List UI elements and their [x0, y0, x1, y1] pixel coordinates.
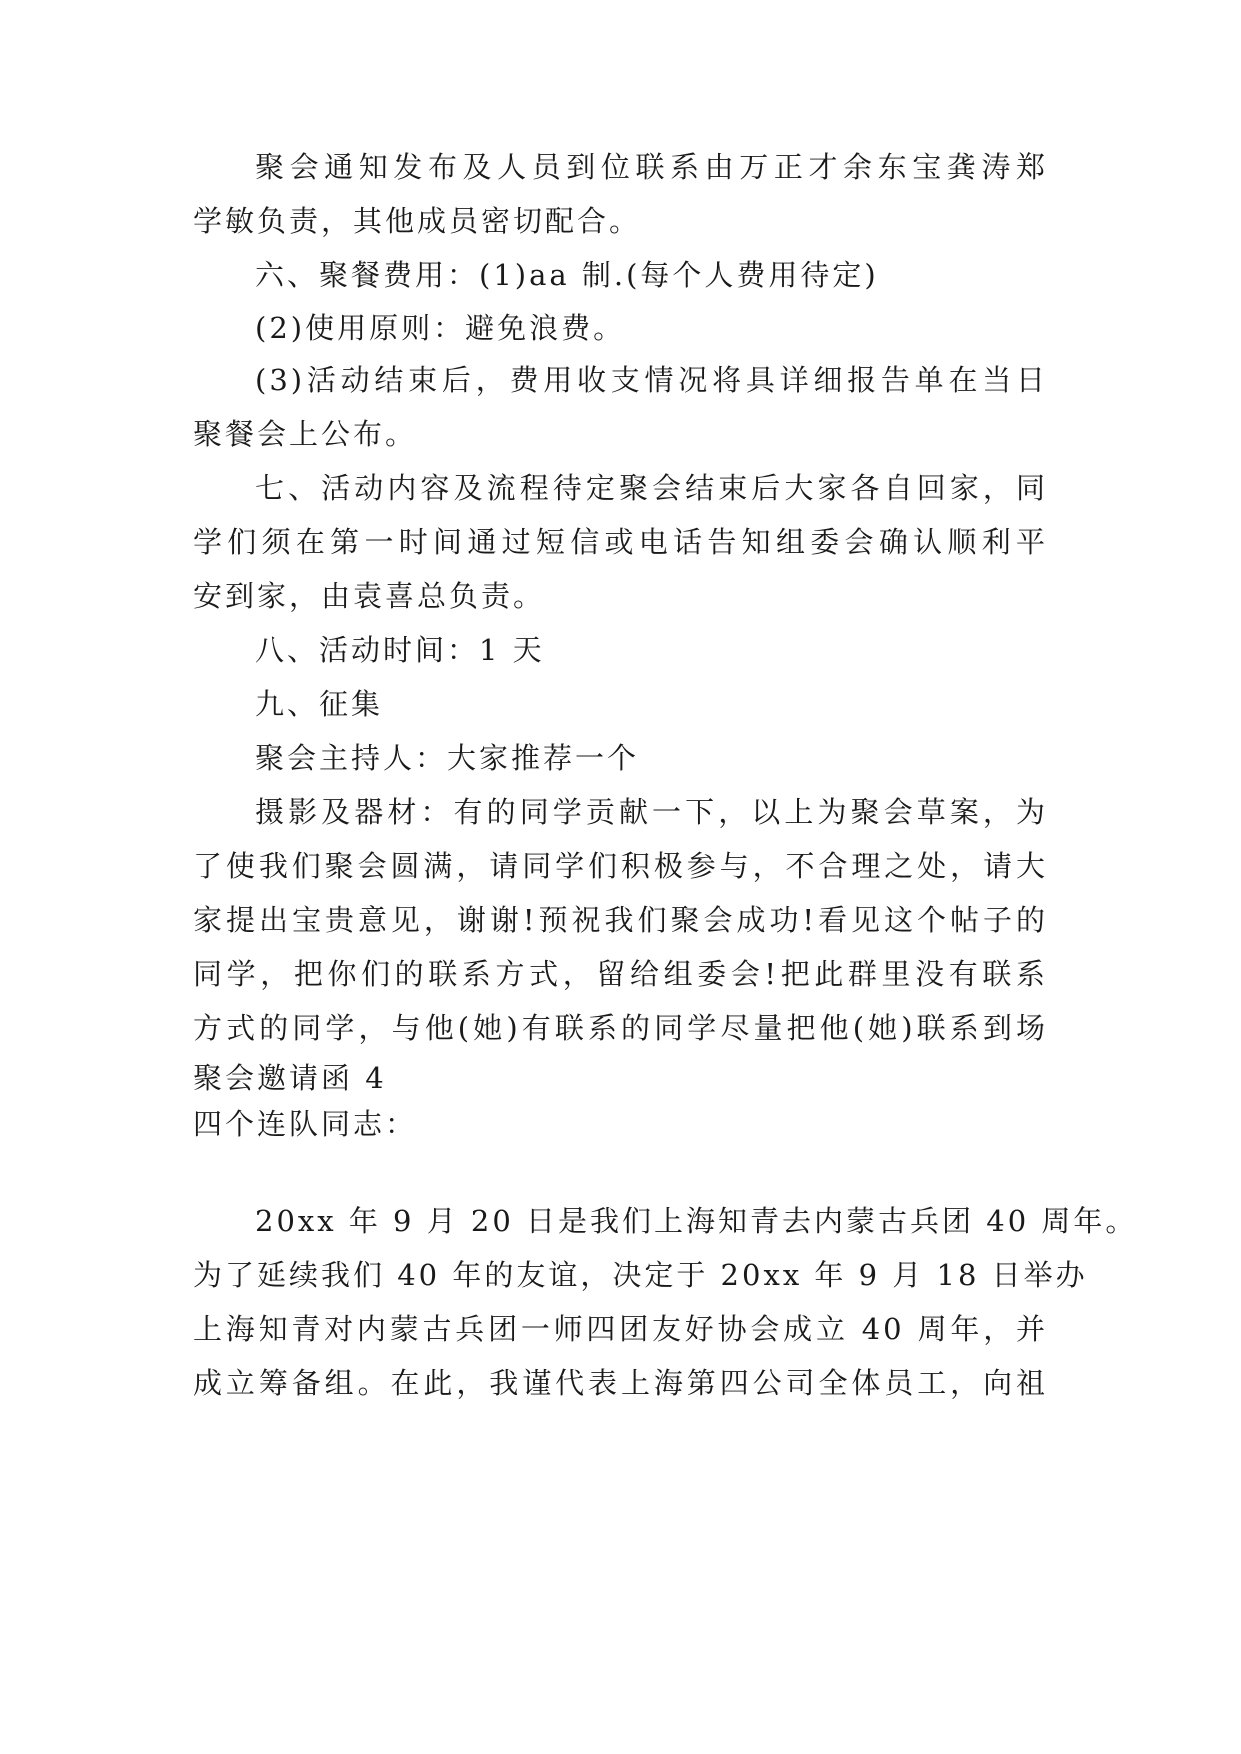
paragraph-activity-time: 八、活动时间：1 天: [255, 633, 545, 667]
paragraph-usage-principle: (2)使用原则：避免浪费。: [255, 311, 626, 345]
paragraph-anniversary-line-2: 为了延续我们 40 年的友谊，决定于 20xx 年 9 月 18 日举办: [193, 1258, 1088, 1292]
paragraph-collection: 九、征集: [255, 687, 384, 721]
paragraph-photography-line-3: 家提出宝贵意见，谢谢!预祝我们聚会成功!看见这个帖子的: [193, 903, 1048, 937]
salutation: 四个连队同志：: [193, 1107, 418, 1141]
section-heading: 聚会邀请函 4: [193, 1061, 387, 1095]
paragraph-activity-line-3: 安到家，由袁喜总负责。: [193, 579, 546, 613]
paragraph-dining-cost: 六、聚餐费用：(1)aa 制.(每个人费用待定): [255, 258, 879, 292]
paragraph-photography-line-4: 同学，把你们的联系方式，留给组委会!把此群里没有联系: [193, 957, 1048, 991]
paragraph-photography-line-1: 摄影及器材：有的同学贡献一下，以上为聚会草案，为: [255, 795, 1048, 829]
paragraph-anniversary-line-1: 20xx 年 9 月 20 日是我们上海知青去内蒙古兵团 40 周年。: [255, 1204, 1138, 1238]
paragraph-activity-line-2: 学们须在第一时间通过短信或电话告知组委会确认顺利平: [193, 525, 1048, 559]
paragraph-host: 聚会主持人：大家推荐一个: [255, 741, 640, 775]
paragraph-activity-line-1: 七、活动内容及流程待定聚会结束后大家各自回家，同: [255, 471, 1048, 505]
paragraph-notice-line-1: 聚会通知发布及人员到位联系由万正才余东宝龚涛郑: [255, 150, 1048, 184]
paragraph-photography-line-5: 方式的同学，与他(她)有联系的同学尽量把他(她)联系到场: [193, 1011, 1048, 1045]
paragraph-anniversary-line-3: 上海知青对内蒙古兵团一师四团友好协会成立 40 周年，并: [193, 1312, 1048, 1346]
paragraph-expense-report-line-1: (3)活动结束后，费用收支情况将具详细报告单在当日: [255, 363, 1048, 397]
paragraph-notice-line-2: 学敏负责，其他成员密切配合。: [193, 204, 642, 238]
paragraph-expense-report-line-2: 聚餐会上公布。: [193, 417, 418, 451]
paragraph-photography-line-2: 了使我们聚会圆满，请同学们积极参与，不合理之处，请大: [193, 849, 1048, 883]
paragraph-anniversary-line-4: 成立筹备组。在此，我谨代表上海第四公司全体员工，向祖: [193, 1366, 1048, 1400]
